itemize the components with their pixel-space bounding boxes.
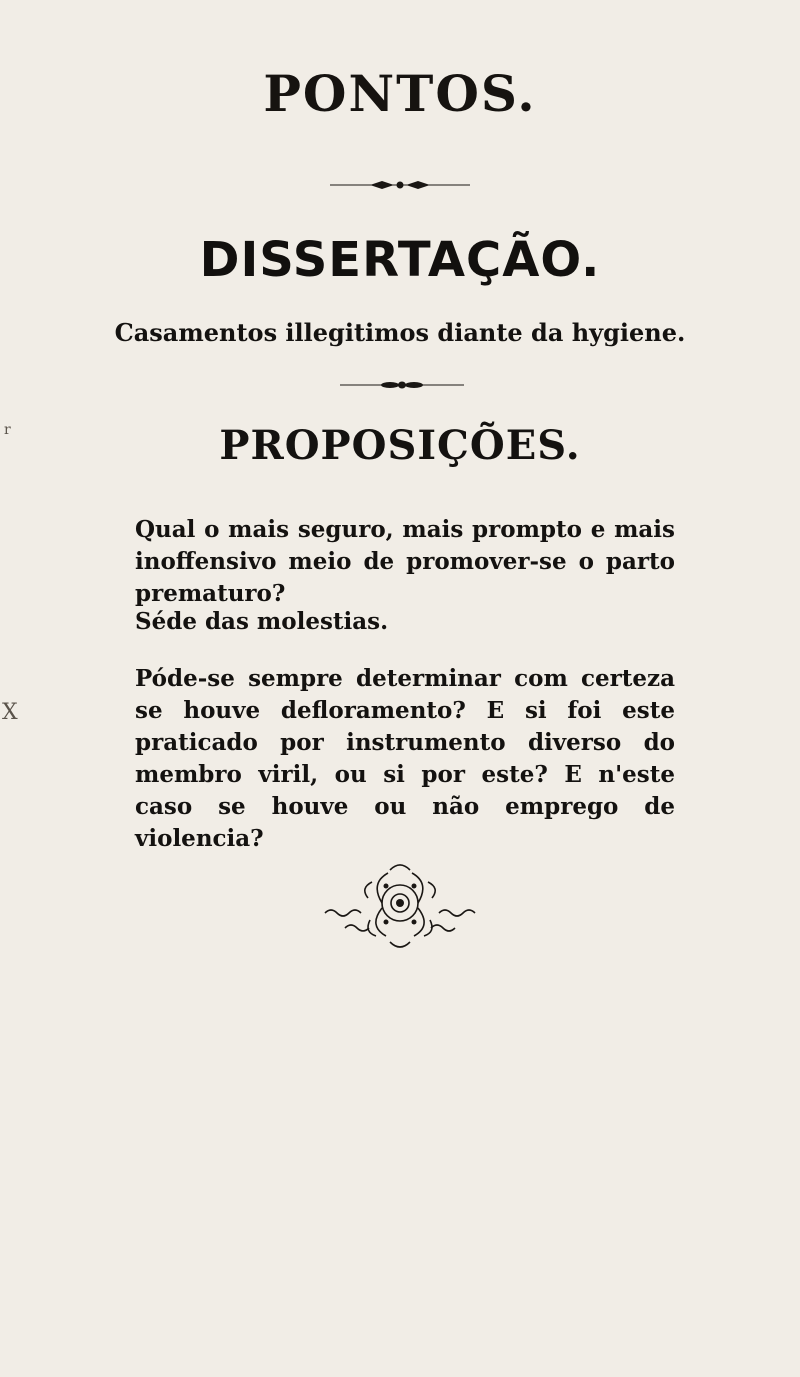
page-title: PONTOS. — [263, 64, 537, 123]
propositions-heading: PROPOSIÇÕES. — [219, 422, 581, 469]
dissertation-heading: DISSERTAÇÃO. — [199, 232, 601, 288]
proposition-3: Póde-se sempre determinar com certeza se houve defloramento? E si foi este praticado por instrumento diverso do membro viril, ou si por este? E n'este caso se houve ou não emprego de violencia? — [135, 665, 675, 852]
ornamental-rule-icon — [330, 180, 470, 190]
floral-vignette-icon — [320, 858, 480, 962]
proposition-2: Séde das molestias. — [135, 608, 389, 635]
margin-mark-left: Ⅹ — [2, 700, 18, 725]
dissertation-subtitle: Casamentos illegitimos diante da hygiene. — [114, 318, 686, 347]
divider-rule-icon — [340, 381, 464, 389]
margin-mark-top: r — [4, 422, 11, 438]
proposition-1: Qual o mais seguro, mais prompto e mais inoffensivo meio de promover-se o parto prematuro? — [135, 516, 675, 607]
